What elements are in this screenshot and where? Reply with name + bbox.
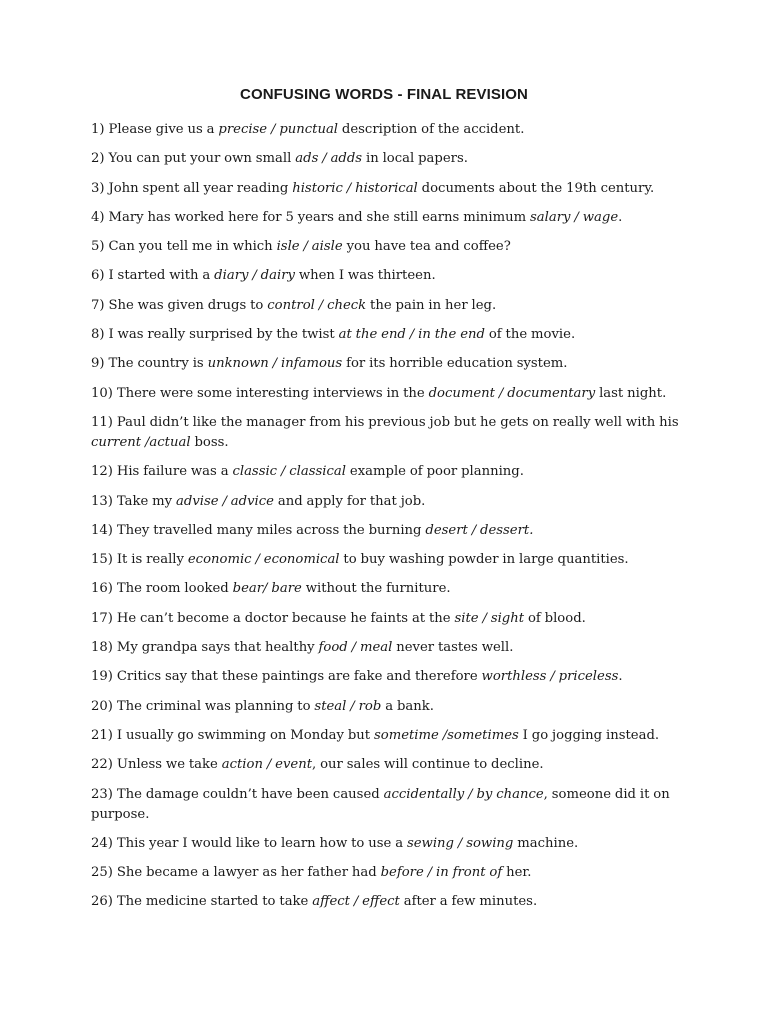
question-text-after: in local papers. <box>362 151 468 167</box>
question-number: 26) <box>91 894 113 910</box>
question-item <box>91 413 691 453</box>
question-text-after: , our sales will continue to decline. <box>312 757 544 773</box>
question-item <box>91 208 691 228</box>
question-text-after: of the movie. <box>484 327 576 343</box>
question-number: 16) <box>91 581 113 597</box>
question-number: 17) <box>91 610 113 626</box>
page-title: CONFUSING WORDS - FINAL REVISION <box>240 86 528 103</box>
question-item <box>91 149 691 169</box>
question-text-after: to buy washing powder in large quantities. <box>339 552 629 568</box>
question-number: 24) <box>91 835 113 851</box>
word-choice: worthless / priceless <box>481 669 619 685</box>
question-number: 6) <box>91 268 105 284</box>
question-item <box>91 579 691 599</box>
question-text-before: I started with a <box>108 268 215 284</box>
question-number: 9) <box>91 356 105 372</box>
question-item <box>91 179 691 199</box>
question-text-after: , someone did it on purpose. <box>91 786 670 822</box>
question-item <box>91 492 691 512</box>
word-choice: salary / wage <box>530 209 619 225</box>
question-text-after: a bank. <box>381 698 434 714</box>
question-number: 4) <box>91 209 105 225</box>
question-text-before: Unless we take <box>116 757 222 773</box>
word-choice: precise / punctual <box>218 122 339 137</box>
word-choice: before / in front of <box>380 865 503 881</box>
question-item <box>91 785 691 825</box>
question-item <box>91 521 691 541</box>
question-text-before: He can’t become a doctor because he faints at the <box>116 610 455 626</box>
question-number: 14) <box>91 522 113 538</box>
question-text-after: . <box>618 669 623 685</box>
question-text-before: Critics say that these paintings are fake and therefore <box>116 669 482 685</box>
question-number: 12) <box>91 464 113 480</box>
word-choice: accidentally / by chance <box>383 786 544 802</box>
question-number: 5) <box>91 239 105 255</box>
question-number: 11) <box>91 414 113 430</box>
question-item <box>91 325 691 345</box>
question-number: 19) <box>91 669 113 685</box>
question-text-before: The room looked <box>116 581 233 597</box>
question-number: 20) <box>91 698 113 714</box>
question-item <box>91 384 691 404</box>
word-choice: document / documentary <box>428 385 596 401</box>
word-choice: historic / historical <box>292 180 418 196</box>
question-text-before: Take my <box>116 493 177 509</box>
word-choice: ads / adds <box>295 151 363 167</box>
word-choice: classic / classical <box>232 464 346 480</box>
question-text-after: for its horrible education system. <box>342 356 568 372</box>
question-text-before: You can put your own small <box>108 151 296 167</box>
question-number: 8) <box>91 327 105 343</box>
question-number: 2) <box>91 151 105 167</box>
question-text-after: the pain in her leg. <box>366 297 497 313</box>
question-text-before: There were some interesting interviews in the <box>116 385 429 401</box>
question-item <box>91 638 691 658</box>
question-number: 15) <box>91 552 113 568</box>
question-text-before: I usually go swimming on Monday but <box>116 727 374 743</box>
question-text-after: machine. <box>513 835 579 851</box>
question-item <box>91 266 691 286</box>
word-choice: bear/ bare <box>232 581 302 597</box>
question-number: 3) <box>91 180 105 196</box>
question-item <box>91 667 691 687</box>
question-item <box>91 834 691 854</box>
question-number: 10) <box>91 385 113 401</box>
question-text-before: Paul didn’t like the manager from his previous job but he gets on really well with his <box>116 414 679 430</box>
question-number: 18) <box>91 640 113 656</box>
word-choice: advise / advice <box>176 493 274 509</box>
question-list <box>91 120 691 922</box>
question-item <box>91 120 691 140</box>
word-choice: affect / effect <box>312 894 400 910</box>
question-text-after: after a few minutes. <box>399 894 538 910</box>
word-choice: steal / rob <box>314 698 382 714</box>
question-item <box>91 237 691 257</box>
question-text-after: example of poor planning. <box>346 464 524 480</box>
question-number: 25) <box>91 865 113 881</box>
question-text-after: I go jogging instead. <box>518 727 660 743</box>
question-item <box>91 462 691 482</box>
question-number: 23) <box>91 786 113 802</box>
question-text-before: The medicine started to take <box>116 894 313 910</box>
word-choice: at the end / in the end <box>338 327 485 343</box>
question-item <box>91 863 691 883</box>
question-text-after: you have tea and coffee? <box>342 239 511 255</box>
word-choice: diary / dairy <box>214 268 295 284</box>
word-choice: isle / aisle <box>276 239 343 255</box>
question-text-after: last night. <box>595 385 667 401</box>
question-text-after: her. <box>502 865 532 881</box>
question-text-after: description of the accident. <box>338 122 525 137</box>
question-text-before: Please give us a <box>108 122 219 137</box>
question-number: 7) <box>91 297 105 313</box>
question-text-before: She was given drugs to <box>108 297 268 313</box>
question-text-before: This year I would like to learn how to use a <box>116 835 407 851</box>
question-text-before: The damage couldn’t have been caused <box>116 786 384 802</box>
question-item <box>91 296 691 316</box>
word-choice: site / sight <box>454 610 525 626</box>
question-text-after: when I was thirteen. <box>294 268 436 284</box>
question-text-after: never tastes well. <box>392 640 514 656</box>
question-item <box>91 892 691 912</box>
question-number: 22) <box>91 757 113 773</box>
question-item <box>91 697 691 717</box>
question-text-before: John spent all year reading <box>108 180 293 196</box>
question-text-before: Mary has worked here for 5 years and she still earns minimum <box>108 209 531 225</box>
question-text-before: She became a lawyer as her father had <box>116 865 381 881</box>
question-item <box>91 354 691 374</box>
question-text-after: boss. <box>190 434 229 450</box>
question-item <box>91 550 691 570</box>
word-choice: action / event <box>221 757 313 773</box>
question-text-before: The criminal was planning to <box>116 698 315 714</box>
question-text-after: documents about the 19th century. <box>417 180 655 196</box>
word-choice: unknown / infamous <box>207 356 343 372</box>
question-text-after: of blood. <box>524 610 586 626</box>
word-choice: control / check <box>267 297 367 313</box>
question-text-before: My grandpa says that healthy <box>116 640 319 656</box>
word-choice: economic / economical <box>187 552 340 568</box>
word-choice: sometime /sometimes <box>373 727 519 743</box>
word-choice: sewing / sowing <box>406 835 514 851</box>
question-text-before: The country is <box>108 356 208 372</box>
word-choice: food / meal <box>318 640 393 656</box>
question-text-before: I was really surprised by the twist <box>108 327 339 343</box>
word-choice: current /actual <box>91 434 191 450</box>
question-text-before: They travelled many miles across the burning <box>116 522 426 538</box>
question-text-before: Can you tell me in which <box>108 239 277 255</box>
question-number: 1) <box>91 122 105 137</box>
question-text-before: His failure was a <box>116 464 233 480</box>
question-text-after: . <box>618 209 623 225</box>
word-choice: desert / dessert. <box>425 522 534 538</box>
question-text-after: without the furniture. <box>301 581 451 597</box>
question-number: 21) <box>91 727 113 743</box>
question-text-before: It is really <box>116 552 188 568</box>
question-number: 13) <box>91 493 113 509</box>
question-text-after: and apply for that job. <box>273 493 426 509</box>
question-item <box>91 755 691 775</box>
question-item <box>91 726 691 746</box>
question-item <box>91 609 691 629</box>
